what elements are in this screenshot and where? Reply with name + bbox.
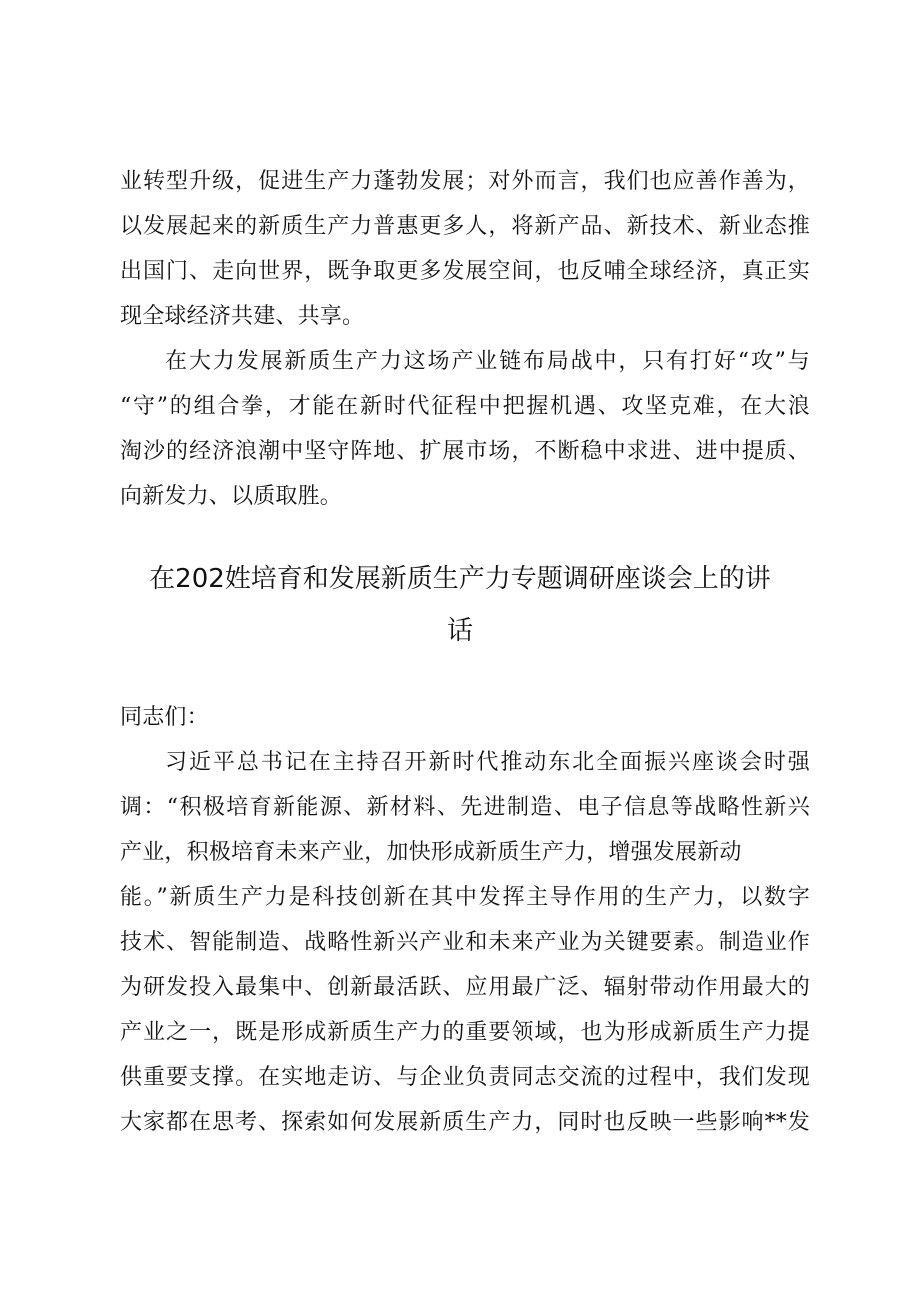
paragraph-1-line-2: 以发展起来的新质生产力普惠更多人，将新产品、新技术、新业态推 bbox=[120, 214, 810, 239]
paragraph-2-line-1: 在大力发展新质生产力这场产业链布局战中，只有打好“攻”与 bbox=[165, 349, 810, 374]
speech-title-line-2: 话 bbox=[446, 616, 473, 646]
paragraph-2-line-3: 淘沙的经济浪潮中坚守阵地、扩展市场，不断稳中求进、进中提质、 bbox=[120, 439, 810, 464]
paragraph-1-line-3: 出国门、走向世界，既争取更多发展空间，也反哺全球经济，真正实 bbox=[120, 259, 810, 284]
paragraph-3-line-4: 能。”新质生产力是科技创新在其中发挥主导作用的生产力，以数字 bbox=[120, 885, 810, 910]
paragraph-3-line-6: 为研发投入最集中、创新最活跃、应用最广泛、辐射带动作用最大的 bbox=[120, 975, 810, 1000]
salutation: 同志们： bbox=[120, 705, 209, 730]
paragraph-2-line-4: 向新发力、以质取胜。 bbox=[120, 484, 343, 509]
paragraph-3-line-9: 大家都在思考、探索如何发展新质生产力，同时也反映一些影响**发 bbox=[120, 1110, 810, 1135]
paragraph-3-line-2: 调：“积极培育新能源、新材料、先进制造、电子信息等战略性新兴 bbox=[120, 795, 810, 820]
paragraph-3-line-1: 习近平总书记在主持召开新时代推动东北全面振兴座谈会时强 bbox=[165, 750, 810, 775]
paragraph-1-line-1: 业转型升级，促进生产力蓬勃发展；对外而言，我们也应善作善为， bbox=[120, 169, 810, 194]
paragraph-3-line-8: 供重要支撑。在实地走访、与企业负责同志交流的过程中，我们发现 bbox=[120, 1065, 810, 1090]
paragraph-3-line-3: 产业，积极培育未来产业，加快形成新质生产力，增强发展新动 bbox=[120, 840, 742, 865]
paragraph-3-line-7: 产业之一，既是形成新质生产力的重要领域，也为形成新质生产力提 bbox=[120, 1020, 810, 1045]
paragraph-2-line-2: “守”的组合拳，才能在新时代征程中把握机遇、攻坚克难，在大浪 bbox=[120, 394, 810, 419]
paragraph-1-line-4: 现全球经济共建、共享。 bbox=[120, 304, 365, 329]
speech-title-line-1: 在202姓培育和发展新质生产力专题调研座谈会上的讲 bbox=[149, 564, 771, 594]
paragraph-3-line-5: 技术、智能制造、战略性新兴产业和未来产业为关键要素。制造业作 bbox=[120, 930, 810, 955]
